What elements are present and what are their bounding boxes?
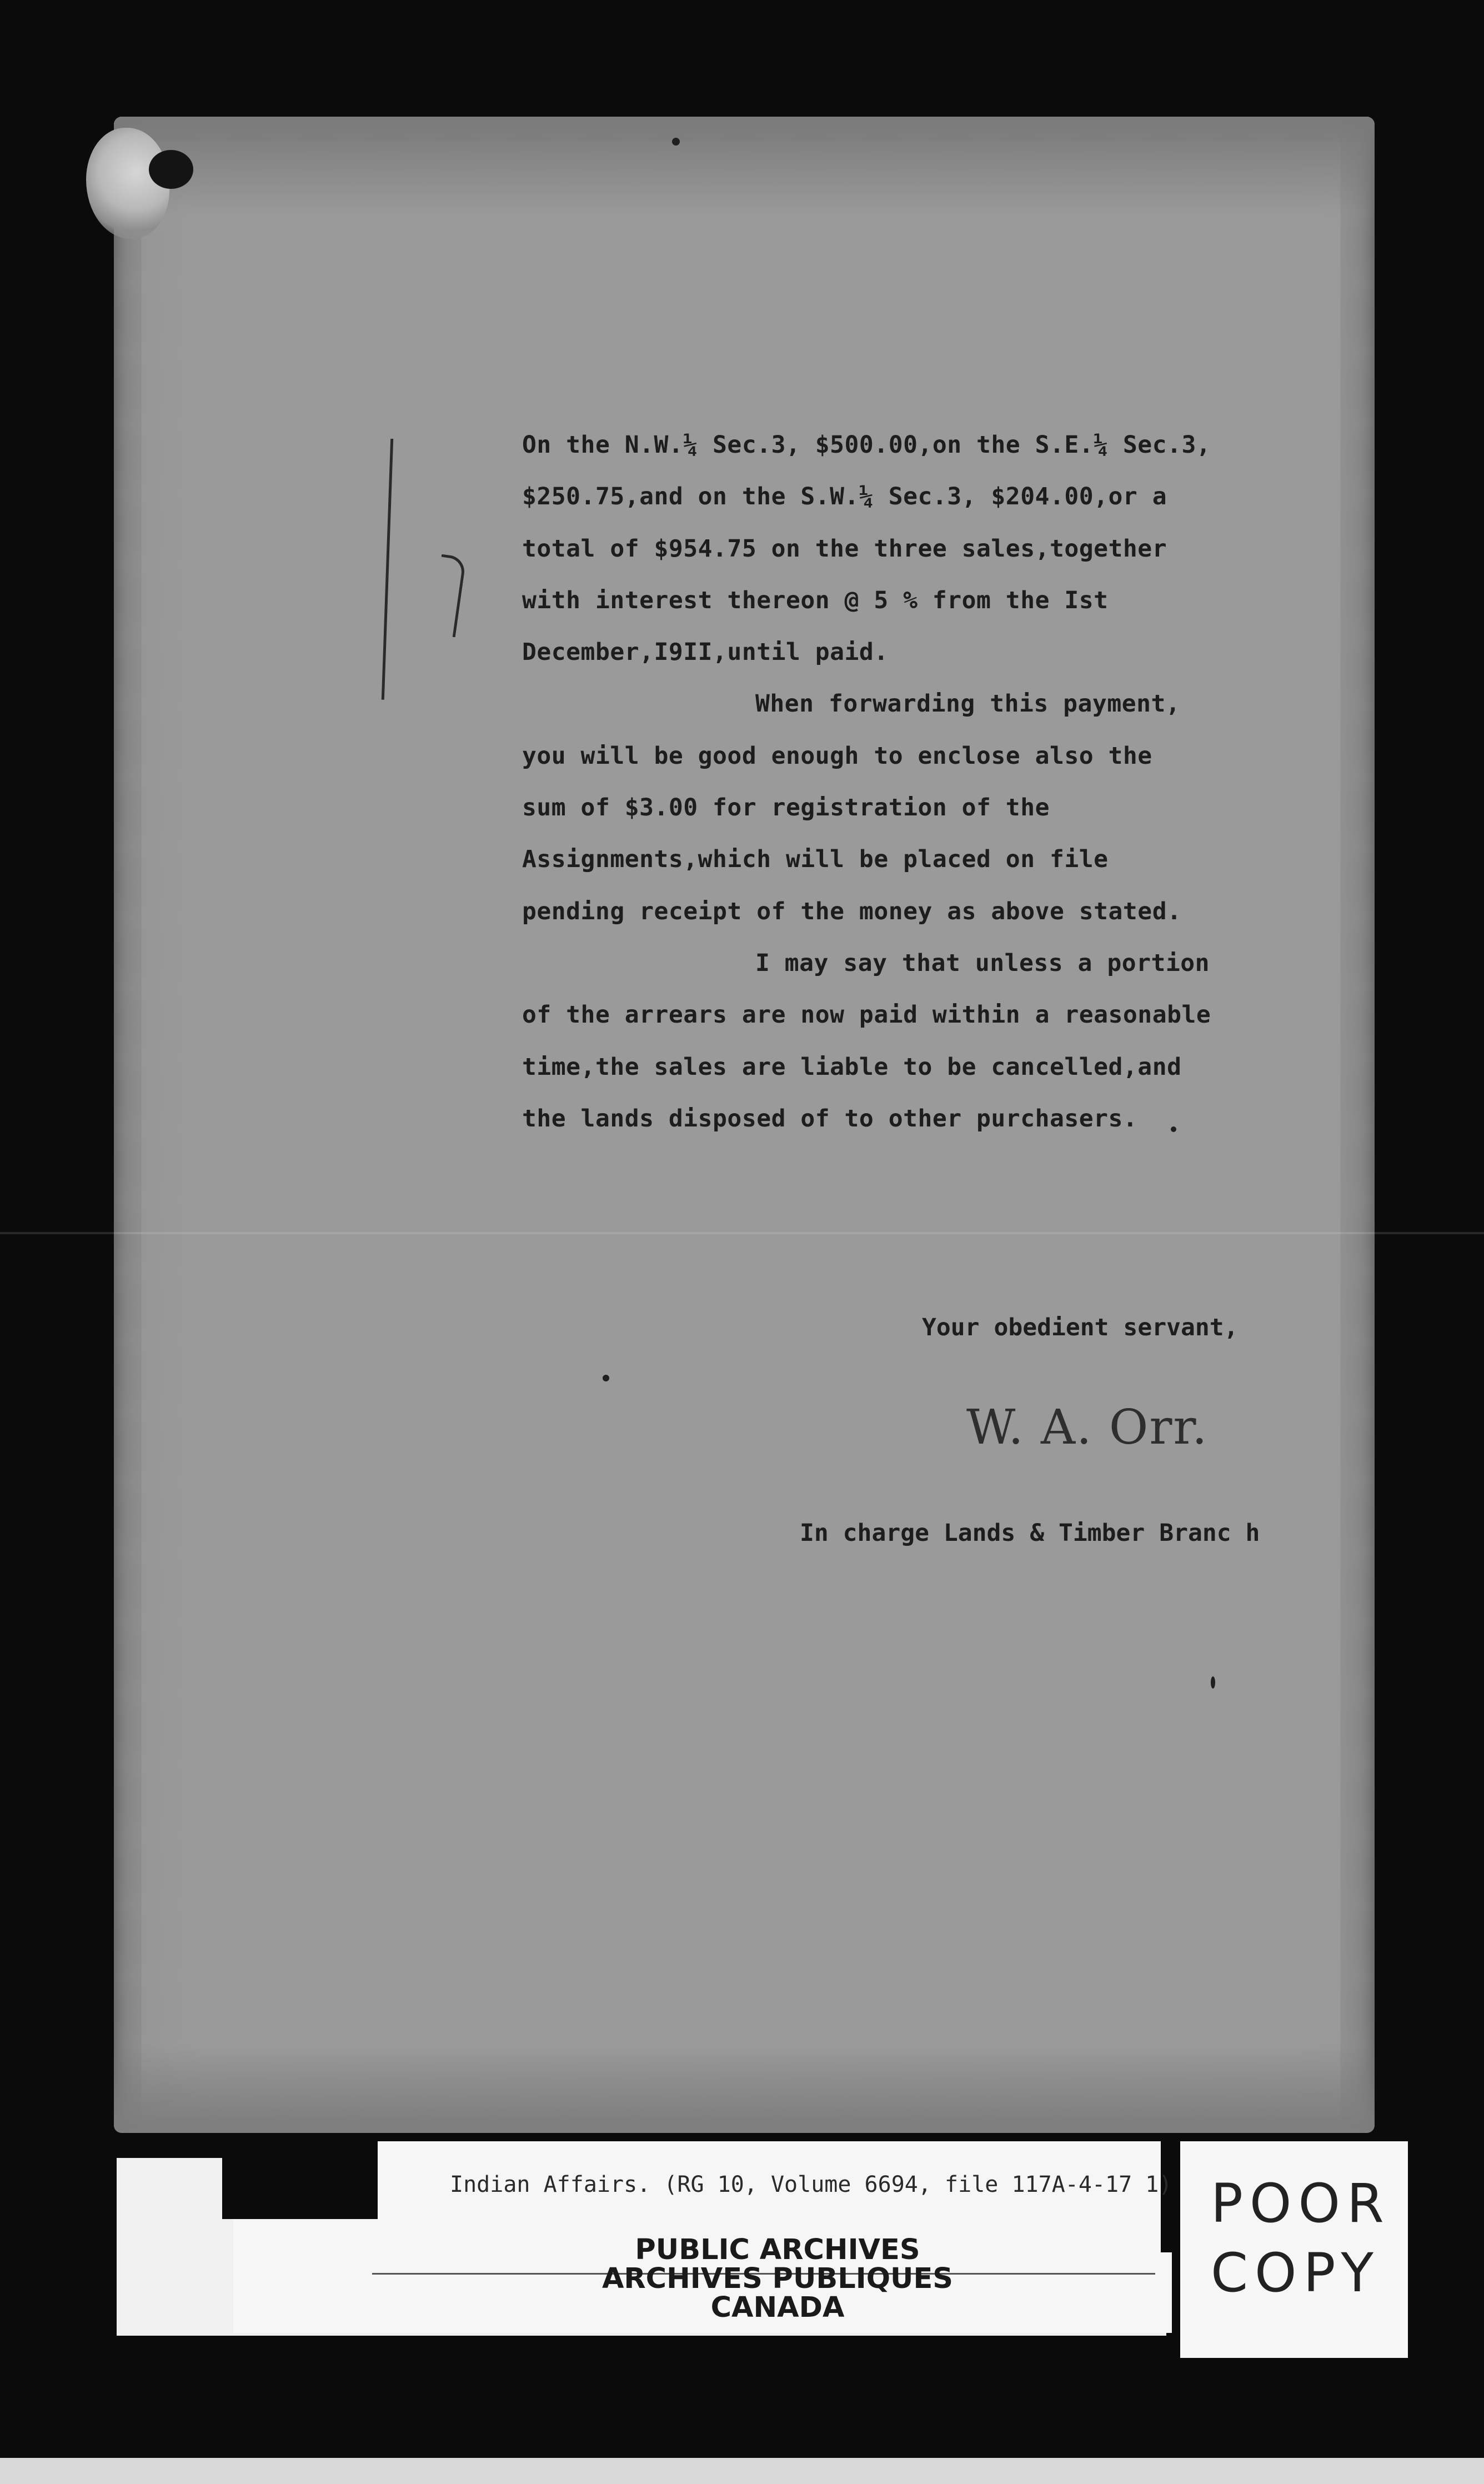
archive-stamp-line: PUBLIC ARCHIVES bbox=[635, 2233, 920, 2266]
poor-copy-note bbox=[1211, 2169, 1391, 2308]
letter-line: sum of $3.00 for registration of the bbox=[522, 794, 1050, 822]
letter-body bbox=[522, 419, 1300, 1145]
letter-line: the lands disposed of to other purchasers. bbox=[522, 1104, 1138, 1133]
archive-reference: Indian Affairs. (RG 10, Volume 6694, file 117A-4-17 1) bbox=[450, 2172, 1172, 2197]
archive-stamp-line: CANADA bbox=[710, 2291, 845, 2324]
page-shadow-bottom bbox=[114, 2044, 1375, 2133]
letter-line: you will be good enough to enclose also the bbox=[522, 742, 1152, 770]
poor-copy-line: COPY bbox=[1211, 2242, 1381, 2304]
paper-speck bbox=[603, 1375, 609, 1381]
letter-line: time,the sales are liable to be cancelled,and bbox=[522, 1053, 1182, 1081]
letter-line: I may say that unless a portion bbox=[755, 949, 1210, 977]
label-mask bbox=[222, 2141, 378, 2219]
letter-line: When forwarding this payment, bbox=[755, 690, 1181, 718]
letter-line: of the arrears are now paid within a reasonable bbox=[522, 1001, 1211, 1029]
signature: W. A. Orr. bbox=[966, 1400, 1209, 1455]
scan-bottom-strip bbox=[0, 2458, 1484, 2484]
letter-line: On the N.W.¼ Sec.3, $500.00,on the S.E.¼ Sec.3, bbox=[522, 431, 1211, 459]
archive-stamp-line: ARCHIVES PUBLIQUES bbox=[601, 2262, 954, 2295]
paper-speck bbox=[672, 138, 680, 146]
archive-stamp bbox=[544, 2233, 1011, 2324]
page-shadow-top bbox=[114, 117, 1375, 217]
letter-line: $250.75,and on the S.W.¼ Sec.3, $204.00,or a bbox=[522, 483, 1167, 511]
punch-hole-center bbox=[149, 150, 193, 189]
signer-title: In charge Lands & Timber Branc h bbox=[800, 1519, 1260, 1547]
letter-line: Assignments,which will be placed on file bbox=[522, 845, 1109, 874]
paper-speck bbox=[1211, 1676, 1215, 1689]
letter-line: pending receipt of the money as above stated. bbox=[522, 897, 1182, 925]
fold-line bbox=[0, 1232, 1484, 1234]
paper-speck bbox=[1171, 1126, 1176, 1132]
closing-line: Your obedient servant, bbox=[922, 1314, 1239, 1341]
letter-line: December,I9II,until paid. bbox=[522, 638, 889, 667]
letter-line: with interest thereon @ 5 % from the Ist bbox=[522, 586, 1109, 614]
letter-line: total of $954.75 on the three sales,together bbox=[522, 534, 1167, 563]
poor-copy-line: POOR bbox=[1211, 2172, 1391, 2235]
